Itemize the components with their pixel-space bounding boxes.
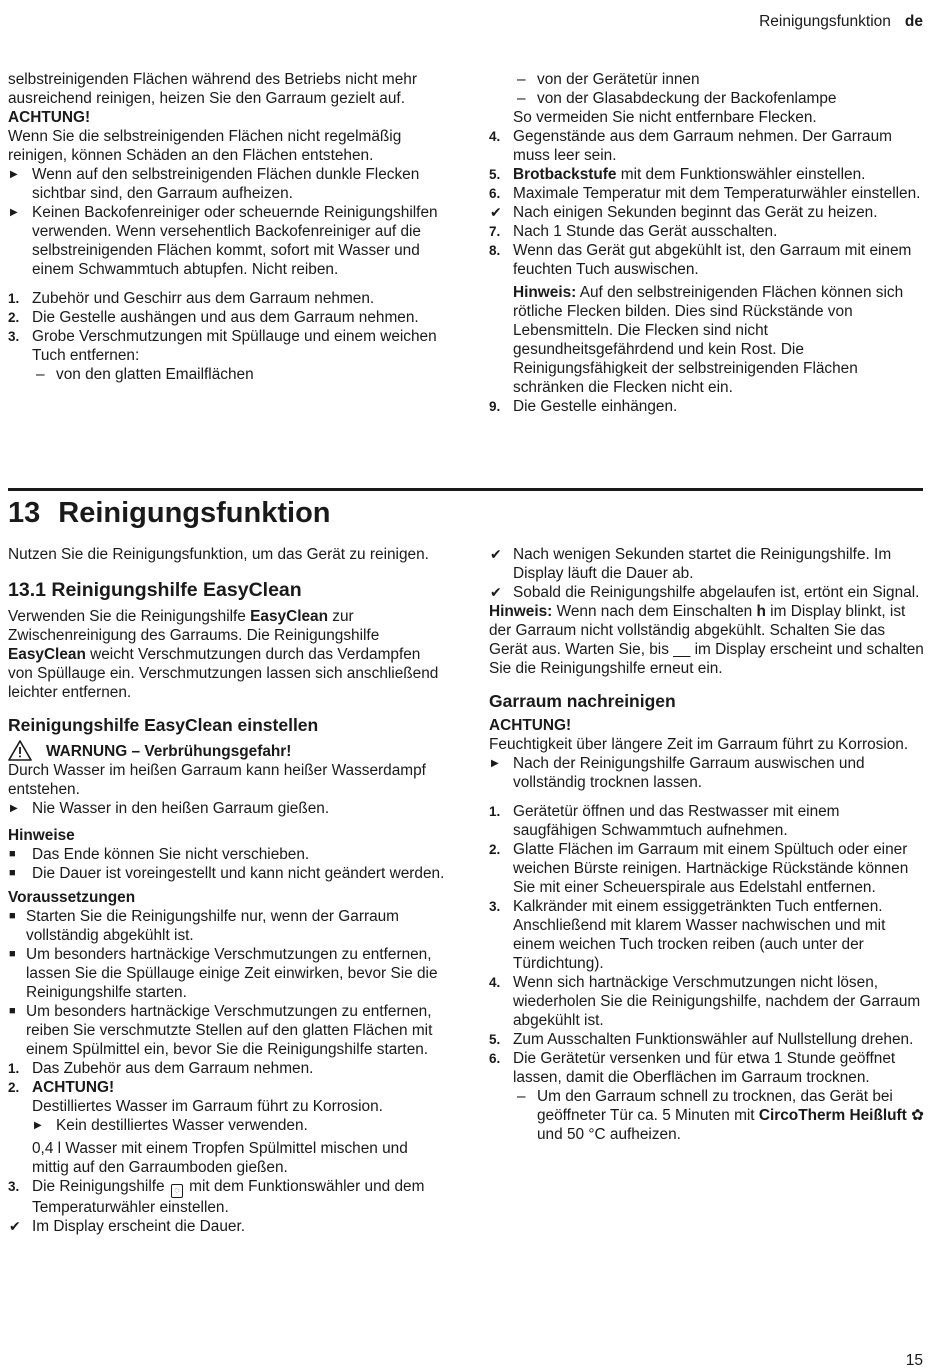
step-item: 4. Wenn sich hartnäckige Verschmutzungen nicht lösen, wiederholen Sie die Reinigungshilfe, nachdem der Garraum abgekühlt ist.	[489, 974, 921, 1029]
dash-item: – von der Gerätetür innen	[517, 71, 700, 88]
step-item: 3. Kalkränder mit einem essiggetränkten Tuch entfernen. Anschließend mit klarem Wasser nachwischen und mit einem weichen Tuch trocken reiben (auch unter der Türdichtung).	[489, 898, 886, 972]
page-number: 15	[905, 1352, 923, 1369]
check-icon: ✔	[490, 546, 502, 562]
einstellen-heading: Reinigungshilfe EasyClean einstellen	[8, 715, 319, 735]
hinweis-note: Hinweis: Wenn nach dem Einschalten h im Display blinkt, ist der Garraum nicht vollständig abgekühlt. Schalten Sie das Gerät aus. Warten Sie, bis __ im Display erscheint und schalten Sie die Reinigungshilfe erneut ein.	[489, 603, 924, 677]
easyclean-icon: ◌	[171, 1184, 183, 1198]
warning-triangle-icon	[8, 740, 32, 761]
right-bottom-column	[489, 545, 925, 1144]
square-bullet-icon: ■	[9, 867, 16, 879]
step-item: 1. Zubehör und Geschirr aus dem Garraum nehmen.	[8, 290, 375, 307]
running-header	[759, 12, 923, 31]
square-bullet-icon: ■	[9, 910, 16, 922]
list-item: ▶ Nach der Reinigungshilfe Garraum auswischen und vollständig trocknen lassen.	[491, 755, 865, 791]
result-item: ✔ Sobald die Reinigungshilfe abgelaufen ist, ertönt ein Signal.	[490, 584, 920, 601]
step-item: 3. Die Reinigungshilfe ◌ mit dem Funktionswähler und dem Temperaturwähler einstellen.	[8, 1178, 425, 1216]
step-text: 0,4 l Wasser mit einem Tropfen Spülmittel mischen und mittig auf den Garraumboden gießen.	[32, 1140, 408, 1176]
warning-text: Durch Wasser im heißen Garraum kann heißer Wasserdampf entstehen.	[8, 762, 426, 798]
display-symbol-h: h	[756, 603, 766, 620]
section-intro: Nutzen Sie die Reinigungsfunktion, um das Gerät zu reinigen.	[8, 546, 429, 563]
hinweis-note: Hinweis: Auf den selbstreinigenden Flächen können sich rötliche Flecken bilden. Dies sind Rückstände von Lebensmitteln. Die Flecken sind nicht gesundheitsgefährdend und kein Rost. Die Reinigungsfähigkeit der selbstreinigenden Flächen schränken die Flecken nicht ein.	[513, 284, 904, 396]
avoid-text: So vermeiden Sie nicht entfernbare Flecken.	[513, 109, 817, 126]
nachreinigen-heading: Garraum nachreinigen	[489, 691, 676, 711]
voraussetzungen-heading: Voraussetzungen	[8, 889, 136, 906]
check-icon: ✔	[490, 584, 502, 600]
achtung-label: ACHTUNG!	[8, 109, 91, 126]
square-bullet-icon: ■	[9, 1005, 16, 1017]
result-item: ✔ Nach wenigen Sekunden startet die Reinigungshilfe. Im Display läuft die Dauer ab.	[490, 546, 892, 582]
list-item: ▶ Kein destilliertes Wasser verwenden.	[34, 1117, 308, 1134]
achtung-text: Feuchtigkeit über längere Zeit im Garraum führt zu Korrosion.	[489, 736, 909, 753]
dash-item: – Um den Garraum schnell zu trocknen, das Gerät bei geöffneter Tür ca. 5 Minuten mit CircoTherm Heißluft ✿ und 50 °C aufheizen.	[517, 1088, 924, 1143]
result-item: ✔ Nach einigen Sekunden beginnt das Gerät zu heizen.	[490, 204, 878, 221]
result-item: ✔ Im Display erscheint die Dauer.	[9, 1218, 245, 1235]
fan-icon: ✿	[911, 1107, 924, 1124]
step-item: 1. Gerätetür öffnen und das Restwasser mit einem saugfähigen Schwammtuch aufnehmen.	[489, 803, 840, 839]
warning-text: Wenn Sie die selbstreinigenden Flächen nicht regelmäßig reinigen, können Schäden an den Flächen entstehen.	[8, 128, 402, 164]
square-bullet-icon: ■	[9, 848, 16, 860]
list-item: ■ Um besonders hartnäckige Verschmutzungen zu entfernen, lassen Sie die Spüllauge einige Zeit einwirken, bevor Sie die Reinigungshilfe starten.	[9, 946, 438, 1001]
step-item: 2. Die Gestelle aushängen und aus dem Garraum nehmen.	[8, 309, 419, 326]
step-item: 5. Zum Ausschalten Funktionswähler auf Nullstellung drehen.	[489, 1031, 914, 1048]
list-item: ▶ Wenn auf den selbstreinigenden Flächen dunkle Flecken sichtbar sind, den Garraum aufheizen.	[10, 166, 420, 202]
triangle-icon: ▶	[10, 207, 18, 218]
step-item: 7. Nach 1 Stunde das Gerät ausschalten.	[489, 223, 778, 240]
list-item: ▶ Nie Wasser in den heißen Garraum gießen.	[10, 800, 330, 817]
triangle-icon: ▶	[10, 803, 18, 814]
warning-heading: WARNUNG – Verbrühungsgefahr!	[8, 742, 448, 761]
right-top-column	[489, 70, 925, 416]
triangle-icon: ▶	[34, 1120, 42, 1131]
list-item: ■ Das Ende können Sie nicht verschieben.	[9, 846, 310, 863]
intro-text: selbstreinigenden Flächen während des Betriebs nicht mehr ausreichend reinigen, heizen Sie den Garraum gezielt auf.	[8, 71, 417, 107]
step-item: 3. Grobe Verschmutzungen mit Spüllauge und einem weichen Tuch entfernen:	[8, 328, 437, 364]
step-item: 5. Brotbackstufe mit dem Funktionswähler einstellen.	[489, 166, 866, 183]
left-bottom-column	[8, 545, 448, 1236]
step-item: 8. Wenn das Gerät gut abgekühlt ist, den Garraum mit einem feuchten Tuch auswischen.	[489, 242, 912, 278]
triangle-icon: ▶	[10, 169, 18, 180]
square-bullet-icon: ■	[9, 948, 16, 960]
step-item: 2. Glatte Flächen im Garraum mit einem Spültuch oder einer weichen Bürste reinigen. Hartnäckige Rückstände können Sie mit einer Scheuerspirale aus Edelstahl entfernen.	[489, 841, 909, 896]
step-item: 6. Maximale Temperatur mit dem Temperaturwähler einstellen.	[489, 185, 921, 202]
check-icon: ✔	[9, 1218, 21, 1234]
list-item: ■ Starten Sie die Reinigungshilfe nur, wenn der Garraum vollständig abgekühlt ist.	[9, 908, 400, 944]
section-heading: 13 Reinigungsfunktion	[8, 497, 331, 529]
header-title: Reinigungsfunktion	[759, 13, 891, 30]
step-item: 4. Gegenstände aus dem Garraum nehmen. Der Garraum muss leer sein.	[489, 128, 892, 164]
hinweise-heading: Hinweise	[8, 827, 75, 844]
step-item: 6. Die Gerätetür versenken und für etwa 1 Stunde geöffnet lassen, damit die Oberflächen im Garraum trocknen.	[489, 1050, 896, 1086]
dash-item: – von der Glasabdeckung der Backofenlampe	[517, 90, 837, 107]
left-top-column	[8, 70, 448, 384]
dash-item: – von den glatten Emailflächen	[36, 366, 254, 383]
step-item: 1. Das Zubehör aus dem Garraum nehmen.	[8, 1060, 314, 1077]
list-item: ■ Um besonders hartnäckige Verschmutzungen zu entfernen, reiben Sie verschmutzte Stellen auf den glatten Flächen mit einem Spülmittel ein, bevor Sie die Reinigungshilfe starten.	[9, 1003, 433, 1058]
header-lang: de	[904, 13, 923, 30]
list-item: ▶ Keinen Backofenreiniger oder scheuernde Reinigungshilfen verwenden. Wenn versehentlich Backofenreiniger auf die selbstreinigenden Flächen kommt, sofort mit Wasser und einem Schwammtuch abtupfen. Nicht reiben.	[10, 204, 438, 278]
step-item: 2. ACHTUNG!	[8, 1079, 115, 1096]
check-icon: ✔	[490, 204, 502, 220]
step-text: Destilliertes Wasser im Garraum führt zu Korrosion.	[32, 1098, 383, 1115]
step-item: 9. Die Gestelle einhängen.	[489, 398, 678, 415]
display-symbol-dashes: __	[673, 641, 691, 658]
achtung-label: ACHTUNG!	[489, 717, 572, 734]
section-rule	[8, 488, 923, 491]
subsection-heading: 13.1 Reinigungshilfe EasyClean	[8, 579, 302, 601]
easyclean-paragraph: Verwenden Sie die Reinigungshilfe EasyClean zur Zwischenreinigung des Garraums. Die Reinigungshilfe EasyClean weicht Verschmutzungen durch das Verdampfen von Spüllauge ein. Verschmutzungen lassen sich anschließend leichter entfernen.	[8, 608, 439, 701]
triangle-icon: ▶	[491, 758, 499, 769]
list-item: ■ Die Dauer ist voreingestellt und kann nicht geändert werden.	[9, 865, 445, 882]
